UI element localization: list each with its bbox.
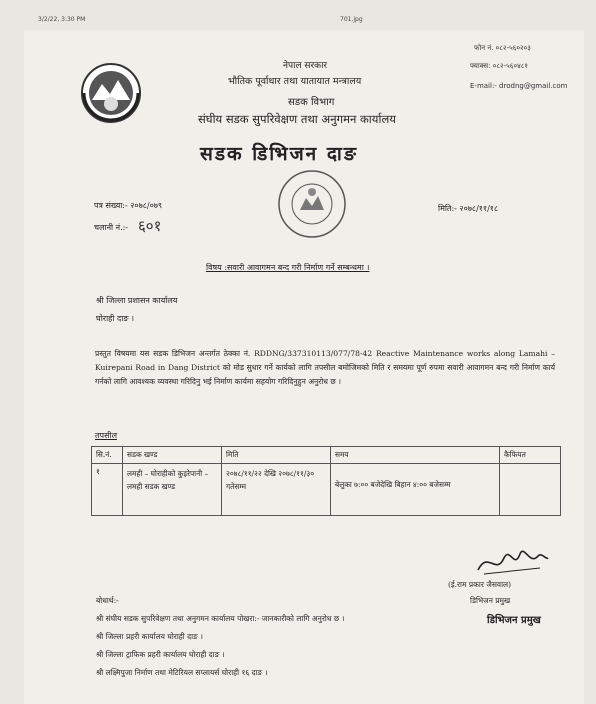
letter-body: प्रस्तुत विषयमा यस सडक डिभिजन अन्तर्गत ठेक्का नं. RDDNG/337310113/077/78-42 Reactive Maintenance works along Lamahi – Kuirepani Road in Dang District को मोड सुधार गर्ने कार्यको लागि तपसील बमोजिमको मिति र समयमा पूर्ण रुपमा सवारी आवागमन बन्द गरी निर्माण कार्य गर्नको लागि आवश्यक व्यवस्था गरिदिनु भई निर्माण कार्यमा सहयोग गरिदिनुहुन अनुरोध छ ।: [95, 349, 555, 386]
cell-serial: १: [92, 464, 123, 516]
header-department: सडक विभाग: [288, 97, 335, 108]
header-office: संघीय सडक सुपरिवेक्षण तथा अनुगमन कार्यालय: [198, 112, 396, 126]
col-time: समय: [331, 447, 500, 464]
letter-date: मिति:- २०७८/११/१८: [438, 204, 499, 213]
col-date: मिति: [222, 447, 331, 464]
cc-item: श्री जिल्ला ट्राफिक प्रहरी कार्यालय घोराही दाङ ।: [96, 650, 225, 659]
header-division: सडक डिभिजन दाङ: [200, 143, 358, 165]
letter-number: पत्र संख्या:- २०७८/०७९: [94, 201, 163, 210]
division-chief-stamp: डिभिजन प्रमुख: [487, 615, 541, 626]
subject-line: विषय :सवारी आवागमन बन्द गरी निर्माण गर्ने सम्बन्धमा ।: [206, 263, 370, 272]
cell-remarks: [500, 464, 561, 516]
cell-date: २०७८/११/२२ देखि २०७८/११/३० गतेसम्म: [222, 464, 331, 516]
cell-time: बेलुका ७:०० बजेदेखि बिहान ४:०० बजेसम्म: [331, 464, 500, 516]
header-phone: फोन नं. ०८२-५६०२०३: [474, 44, 531, 52]
signatory-name: (ई.राम प्रकार जैसवाल): [448, 580, 512, 589]
col-serial: सि.नं.: [92, 447, 123, 464]
details-heading: तपसील: [95, 431, 118, 440]
dispatch-label: चलानी नं.:-: [94, 223, 129, 232]
signature-icon: [474, 540, 550, 580]
header-government: नेपाल सरकार: [283, 61, 328, 71]
signatory-title: डिभिजन प्रमुख: [470, 596, 511, 605]
timestamp: 3/2/22, 3:30 PM: [38, 16, 86, 23]
col-road-section: सडक खण्ड: [123, 447, 222, 464]
cell-road-section: लमही – घोराहीको कुइरेपानी – लमही सडक खण्ड: [123, 464, 222, 516]
cc-label: बोधार्थ:-: [96, 596, 119, 605]
schedule-table: [91, 446, 561, 516]
col-remarks: कैफियत: [500, 447, 561, 464]
recipient-line-1: श्री जिल्ला प्रशासन कार्यालय: [96, 296, 178, 305]
header-fax: फ्याक्स: ०८२-५६०४८१: [470, 62, 529, 70]
government-emblem-icon: [80, 62, 142, 124]
office-seal-icon: [276, 168, 348, 240]
cc-item: श्री संघीय सडक सुपरिवेक्षण तथा अनुगमन कार्यालय पोखरा:- जानकारीको लागि अनुरोध छ ।: [96, 614, 345, 623]
header-ministry: भौतिक पूर्वाधार तथा यातायात मन्त्रालय: [228, 76, 362, 87]
cc-item: श्री जिल्ला प्रहरी कार्यालय घोराही दाङ ।: [96, 632, 204, 641]
dispatch-number: ६०१: [138, 217, 162, 235]
file-name: 701.jpg: [340, 16, 363, 23]
recipient-line-2: घोराही दाङ ।: [96, 314, 134, 323]
cc-item: श्री लक्ष्मिपुजा निर्माण तथा मेटिरियल सप्लायर्स घोराही १६ दाङ ।: [96, 668, 268, 677]
viewer-topbar: [0, 0, 596, 30]
table-header-row: [92, 447, 561, 464]
table-row: [92, 464, 561, 516]
header-email: E-mail:- drodng@gmail.com: [470, 82, 568, 90]
